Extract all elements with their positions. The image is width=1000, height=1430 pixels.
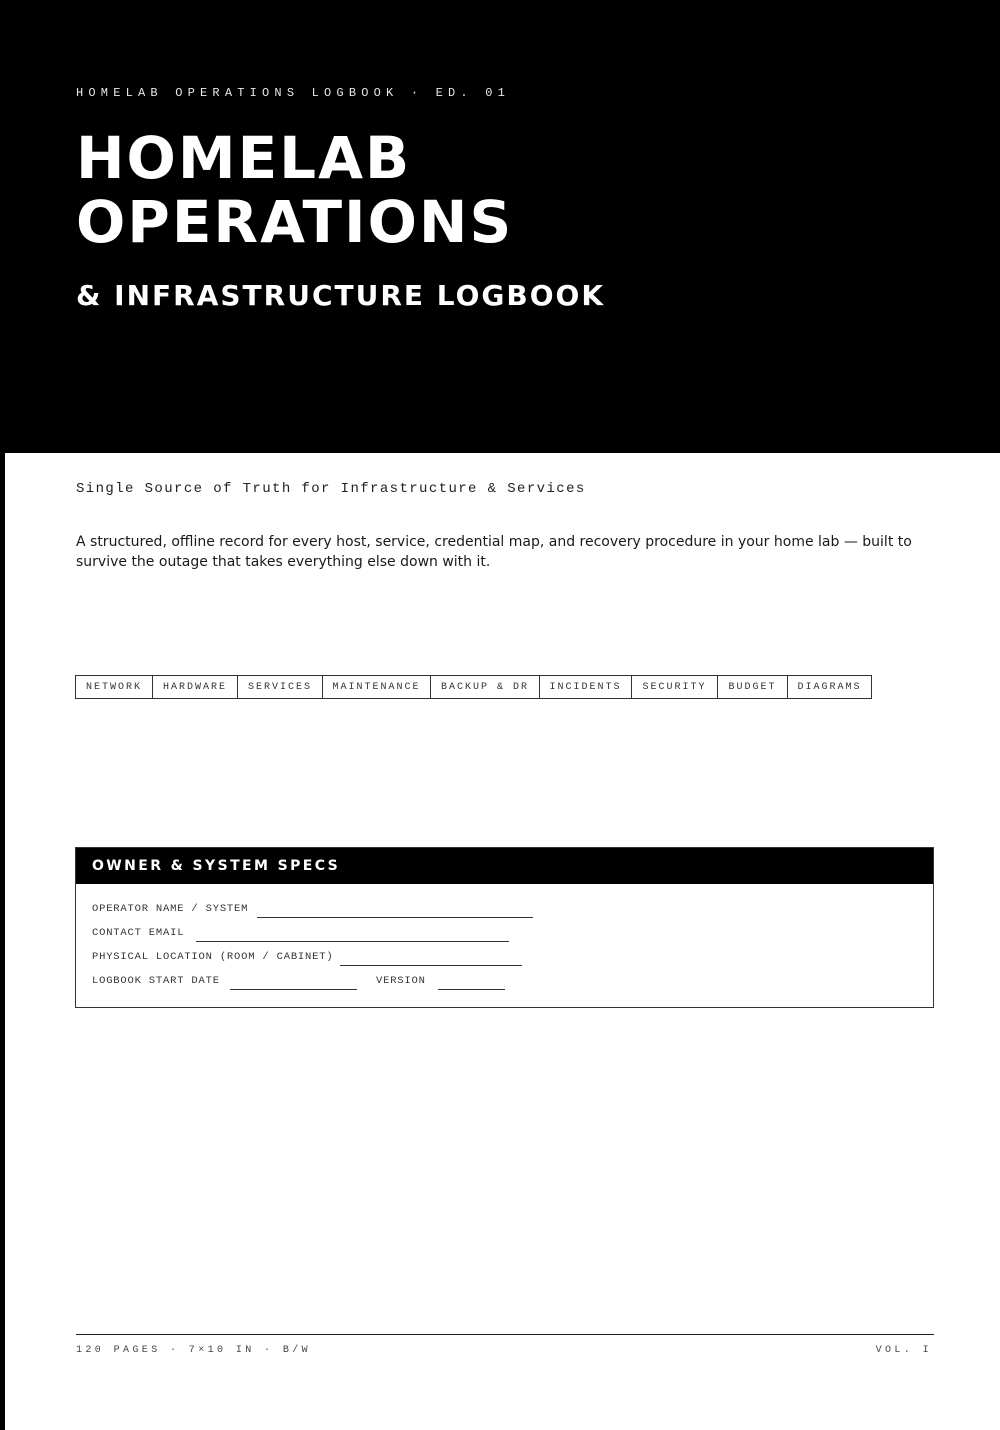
tag-backup-dr: BACKUP & DR xyxy=(430,675,540,699)
footer-specs: 120 PAGES · 7×10 IN · B/W xyxy=(76,1345,312,1356)
tag-security: SECURITY xyxy=(631,675,718,699)
title-line-1: HOMELAB xyxy=(76,124,412,192)
tag-diagrams: DIAGRAMS xyxy=(787,675,872,699)
edition-label: HOMELAB OPERATIONS LOGBOOK · ED. 01 xyxy=(76,86,511,100)
cover-title xyxy=(76,126,513,254)
tag-network: NETWORK xyxy=(75,675,153,699)
footer-divider xyxy=(76,1334,934,1335)
location-field[interactable] xyxy=(340,965,522,966)
tagline: Single Source of Truth for Infrastructure & Services xyxy=(76,481,586,497)
location-label: PHYSICAL LOCATION (ROOM / CABINET) xyxy=(92,951,334,963)
version-label: VERSION xyxy=(376,975,426,987)
contact-email-field[interactable] xyxy=(196,941,509,942)
tag-maintenance: MAINTENANCE xyxy=(322,675,431,699)
page-edge-bar xyxy=(0,0,5,1430)
description: A structured, offline record for every host, service, credential map, and recovery procedure in your home lab — built to survive the outage that takes everything else down with it. xyxy=(76,534,912,570)
title-line-2: OPERATIONS xyxy=(76,188,514,256)
operator-name-label: OPERATOR NAME / SYSTEM xyxy=(92,903,249,915)
tag-hardware: HARDWARE xyxy=(152,675,238,699)
start-date-label: LOGBOOK START DATE xyxy=(92,975,220,987)
tag-services: SERVICES xyxy=(237,675,323,699)
section-tags xyxy=(75,675,871,699)
cover-subtitle: & INFRASTRUCTURE LOGBOOK xyxy=(76,279,606,312)
start-date-field[interactable] xyxy=(230,989,357,990)
version-field[interactable] xyxy=(438,989,505,990)
tag-budget: BUDGET xyxy=(717,675,788,699)
operator-name-field[interactable] xyxy=(257,917,533,918)
specs-heading: OWNER & SYSTEM SPECS xyxy=(76,848,933,884)
footer-volume: VOL. I xyxy=(875,1345,932,1356)
owner-specs-box xyxy=(75,847,934,1008)
contact-email-label: CONTACT EMAIL xyxy=(92,927,185,939)
specs-body xyxy=(76,884,933,1006)
tag-incidents: INCIDENTS xyxy=(539,675,632,699)
